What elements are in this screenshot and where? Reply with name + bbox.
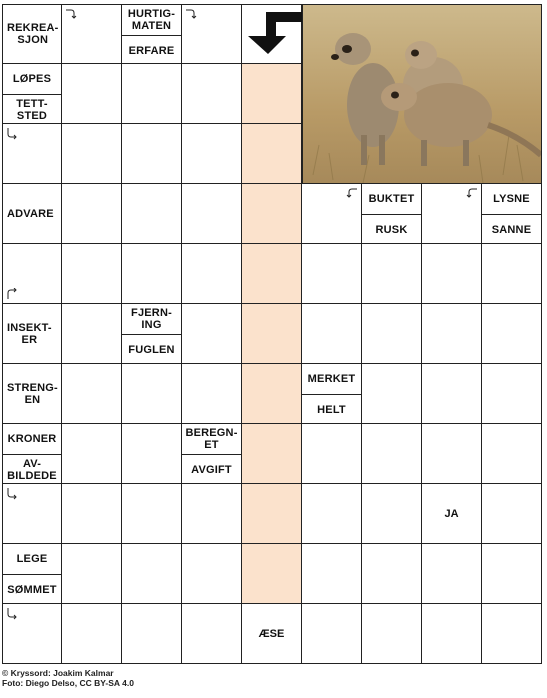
direction-arrow-icon bbox=[346, 187, 358, 199]
grid-cell[interactable] bbox=[182, 124, 242, 184]
clue-text bbox=[182, 424, 241, 454]
clue-line: KRONER bbox=[7, 433, 57, 445]
grid-cell[interactable] bbox=[302, 544, 362, 604]
clue-cell bbox=[2, 304, 62, 364]
clue-cell bbox=[302, 364, 362, 424]
clue-line: EN bbox=[24, 393, 41, 406]
clue-line: ING bbox=[141, 319, 162, 331]
clue-line: INSEKT- bbox=[7, 321, 52, 334]
clue-text bbox=[122, 35, 181, 65]
grid-cell[interactable] bbox=[302, 604, 362, 664]
clue-cell bbox=[2, 544, 62, 604]
filled-answer: JA bbox=[444, 507, 459, 520]
grid-cell[interactable] bbox=[422, 604, 482, 664]
grid-cell[interactable] bbox=[62, 64, 122, 124]
grid-cell[interactable] bbox=[242, 64, 302, 124]
direction-arrow-icon bbox=[6, 288, 18, 300]
direction-arrow-icon bbox=[6, 607, 18, 619]
clue-text bbox=[182, 454, 241, 484]
start-arrow-icon bbox=[246, 10, 302, 61]
clue-text bbox=[3, 184, 61, 243]
clue-line: TETT- bbox=[16, 97, 48, 110]
grid-cell[interactable] bbox=[362, 604, 422, 664]
grid-cell[interactable] bbox=[482, 604, 542, 664]
clue-text bbox=[302, 394, 361, 424]
grid-cell[interactable] bbox=[482, 244, 542, 304]
direction-arrow-icon bbox=[6, 487, 18, 499]
grid-cell[interactable] bbox=[122, 364, 182, 424]
grid-cell[interactable] bbox=[182, 184, 242, 244]
clue-line: STRENG- bbox=[7, 381, 58, 394]
grid-cell[interactable] bbox=[422, 484, 482, 544]
clue-text bbox=[3, 304, 61, 363]
grid-cell[interactable] bbox=[302, 484, 362, 544]
clue-line: ADVARE bbox=[7, 207, 54, 220]
clue-cell bbox=[2, 4, 62, 64]
grid-cell[interactable] bbox=[482, 424, 542, 484]
grid-cell[interactable] bbox=[182, 64, 242, 124]
direction-arrow-icon bbox=[466, 187, 478, 199]
clue-line: LEGE bbox=[16, 553, 48, 565]
grid-cell[interactable] bbox=[242, 124, 302, 184]
grid-cell[interactable] bbox=[182, 244, 242, 304]
clue-text bbox=[3, 64, 61, 94]
clue-text bbox=[3, 5, 61, 63]
clue-cell bbox=[122, 304, 182, 364]
filled-answer: ÆSE bbox=[258, 627, 285, 640]
grid-cell[interactable] bbox=[182, 544, 242, 604]
grid-cell[interactable] bbox=[422, 364, 482, 424]
credit-photo: Foto: Diego Delso, CC BY-SA 4.0 bbox=[2, 678, 134, 688]
grid-cell[interactable] bbox=[122, 604, 182, 664]
grid-cell[interactable] bbox=[122, 184, 182, 244]
grid-cell[interactable] bbox=[182, 4, 242, 64]
grid-cell[interactable] bbox=[362, 544, 422, 604]
clue-cell bbox=[2, 64, 62, 124]
grid-cell[interactable] bbox=[62, 124, 122, 184]
grid-cell[interactable] bbox=[242, 424, 302, 484]
clue-line: SØMMET bbox=[7, 583, 57, 596]
grid-cell[interactable] bbox=[242, 544, 302, 604]
grid-cell[interactable] bbox=[362, 424, 422, 484]
clue-line: BUKTET bbox=[368, 193, 415, 205]
clue-text bbox=[122, 334, 181, 364]
grid-cell[interactable] bbox=[482, 484, 542, 544]
clue-line: SANNE bbox=[491, 223, 532, 236]
grid-cell[interactable] bbox=[242, 244, 302, 304]
clue-text bbox=[3, 364, 61, 423]
clue-line: ER bbox=[21, 333, 38, 346]
clue-line: STED bbox=[16, 109, 48, 122]
clue-line: ET bbox=[204, 439, 219, 451]
grid-cell[interactable] bbox=[62, 4, 122, 64]
grid-cell[interactable] bbox=[62, 244, 122, 304]
grid-cell[interactable] bbox=[482, 364, 542, 424]
grid-cell[interactable] bbox=[422, 304, 482, 364]
clue-line: HURTIG- bbox=[127, 8, 176, 20]
grid-cell[interactable] bbox=[62, 364, 122, 424]
clue-cell bbox=[482, 184, 542, 244]
clue-cell bbox=[2, 184, 62, 244]
clue-text bbox=[302, 364, 361, 394]
meerkat-photo bbox=[302, 4, 542, 184]
grid-cell[interactable] bbox=[62, 604, 122, 664]
grid-cell[interactable] bbox=[302, 244, 362, 304]
clue-line: REKREA- bbox=[7, 22, 59, 34]
clue-line: FUGLEN bbox=[128, 343, 175, 356]
clue-cell bbox=[2, 424, 62, 484]
grid-cell[interactable] bbox=[242, 604, 302, 664]
clue-text bbox=[3, 454, 61, 484]
clue-cell bbox=[122, 4, 182, 64]
clue-cell bbox=[2, 364, 62, 424]
grid-cell[interactable] bbox=[302, 184, 362, 244]
credit-crossword: © Kryssord: Joakim Kalmar bbox=[2, 668, 114, 678]
grid-cell[interactable] bbox=[2, 604, 62, 664]
clue-text bbox=[3, 574, 61, 604]
grid-cell[interactable] bbox=[62, 484, 122, 544]
clue-line: BILDEDE bbox=[7, 469, 57, 482]
clue-line: ERFARE bbox=[128, 44, 175, 57]
grid-cell[interactable] bbox=[122, 64, 182, 124]
clue-text bbox=[3, 94, 61, 124]
grid-cell[interactable] bbox=[242, 304, 302, 364]
grid-cell[interactable] bbox=[122, 484, 182, 544]
grid-cell[interactable] bbox=[362, 484, 422, 544]
credits bbox=[2, 668, 134, 688]
grid-cell[interactable] bbox=[2, 244, 62, 304]
clue-text bbox=[362, 214, 421, 244]
clue-cell bbox=[362, 184, 422, 244]
direction-arrow-icon bbox=[65, 8, 77, 20]
clue-line: MATEN bbox=[131, 20, 172, 32]
grid-cell[interactable] bbox=[122, 124, 182, 184]
clue-line: FJERN- bbox=[131, 307, 172, 319]
grid-cell[interactable] bbox=[362, 244, 422, 304]
grid-cell[interactable] bbox=[422, 544, 482, 604]
grid-cell[interactable] bbox=[482, 304, 542, 364]
clue-line: LYSNE bbox=[493, 193, 530, 205]
clue-line: SJON bbox=[17, 34, 49, 46]
clue-text bbox=[3, 544, 61, 574]
clue-text bbox=[122, 5, 181, 35]
grid-cell[interactable] bbox=[122, 244, 182, 304]
clue-line: HELT bbox=[317, 403, 346, 416]
grid-cell[interactable] bbox=[302, 424, 362, 484]
clue-text bbox=[3, 424, 61, 454]
grid-cell[interactable] bbox=[302, 304, 362, 364]
grid-cell[interactable] bbox=[2, 124, 62, 184]
clue-line: AV- bbox=[22, 457, 42, 470]
grid-cell[interactable] bbox=[62, 424, 122, 484]
grid-cell[interactable] bbox=[422, 424, 482, 484]
grid-cell[interactable] bbox=[242, 184, 302, 244]
grid-cell[interactable] bbox=[242, 484, 302, 544]
clue-line: RUSK bbox=[375, 223, 408, 236]
clue-text bbox=[482, 214, 541, 244]
grid-cell[interactable] bbox=[62, 304, 122, 364]
grid-cell[interactable] bbox=[62, 544, 122, 604]
clue-text bbox=[482, 184, 541, 214]
grid-cell[interactable] bbox=[242, 364, 302, 424]
clue-line: MERKET bbox=[307, 373, 356, 385]
clue-line: AVGIFT bbox=[191, 463, 232, 476]
direction-arrow-icon bbox=[185, 8, 197, 20]
direction-arrow-icon bbox=[6, 127, 18, 139]
clue-line: LØPES bbox=[12, 73, 52, 85]
grid-cell[interactable] bbox=[62, 184, 122, 244]
grid-cell[interactable] bbox=[422, 184, 482, 244]
grid-cell[interactable] bbox=[482, 544, 542, 604]
clue-line: BEREGN- bbox=[185, 427, 238, 439]
clue-cell bbox=[182, 424, 242, 484]
grid-cell[interactable] bbox=[122, 424, 182, 484]
grid-cell[interactable] bbox=[182, 364, 242, 424]
clue-text bbox=[122, 304, 181, 334]
grid-cell[interactable] bbox=[182, 604, 242, 664]
grid-cell[interactable] bbox=[182, 304, 242, 364]
grid-cell[interactable] bbox=[362, 364, 422, 424]
grid-cell[interactable] bbox=[2, 484, 62, 544]
clue-text bbox=[362, 184, 421, 214]
grid-cell[interactable] bbox=[122, 544, 182, 604]
grid-cell[interactable] bbox=[422, 244, 482, 304]
grid-cell[interactable] bbox=[362, 304, 422, 364]
grid-cell[interactable] bbox=[182, 484, 242, 544]
